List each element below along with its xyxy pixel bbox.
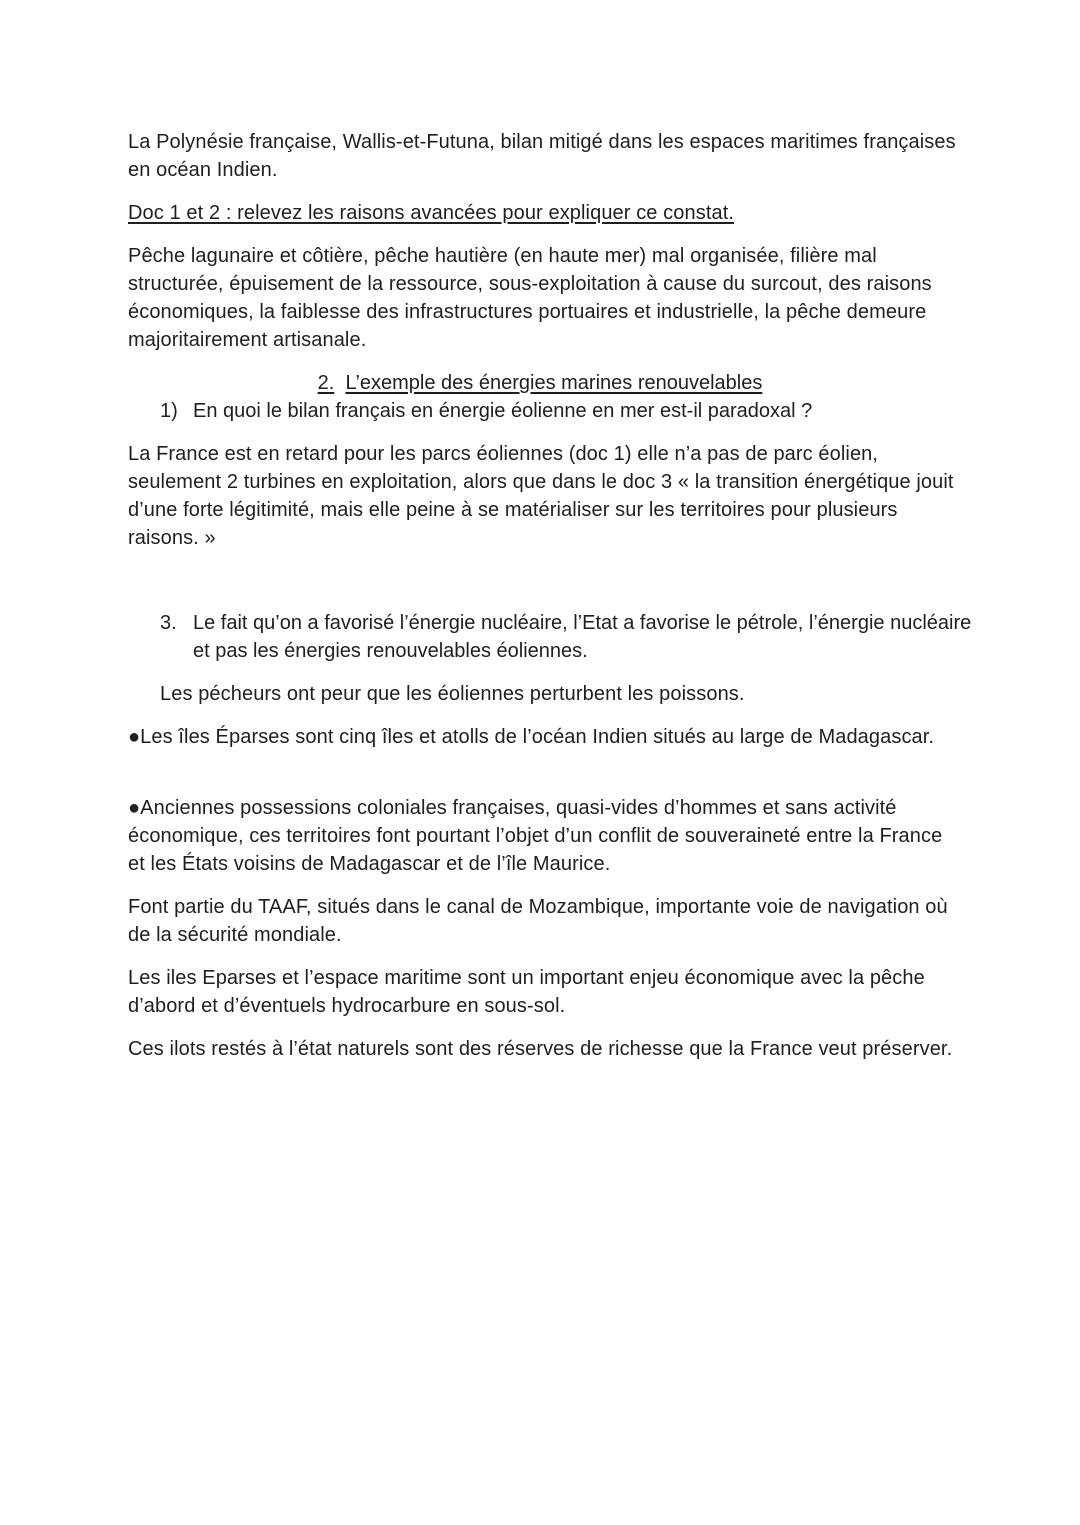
paragraph-fishermen: Les pécheurs ont peur que les éoliennes perturbent les poissons.: [160, 683, 745, 705]
paragraph-reasons: Pêche lagunaire et côtière, pêche hautière (en haute mer) mal organisée, filière mal structurée, épuisement de la ressource, sous-exploitation à cause du surcout, des raisons économiques, la faiblesse des infrastructures portuaires et industrielle, la pêche demeure majoritairement artisanale.: [128, 245, 932, 351]
paragraph-intro: La Polynésie française, Wallis-et-Futuna, bilan mitigé dans les espaces maritimes françaises en océan Indien.: [128, 131, 956, 181]
question-doc-1-2: Doc 1 et 2 : relevez les raisons avancées pour expliquer ce constat.: [128, 202, 735, 224]
paragraph-answer-1: La France est en retard pour les parcs éoliennes (doc 1) elle n’a pas de parc éolien, seulement 2 turbines en exploitation, alors que dans le doc 3 « la transition énergétique jouit d’une forte légitimité, mais elle peine à se matérialiser sur les territoires pour plusieurs raisons. »: [128, 443, 954, 549]
section-heading: [0, 370, 1080, 396]
item-3-text: Le fait qu’on a favorisé l’énergie nucléaire, l’Etat a favorise le pétrole, l’énergie nucléaire et pas les énergies renouvelables éoliennes.: [193, 612, 972, 662]
section-title: L’exemple des énergies marines renouvelables: [345, 372, 763, 394]
question-1-text: En quoi le bilan français en énergie éolienne en mer est-il paradoxal ?: [193, 400, 813, 422]
item-3-number: 3.: [160, 612, 177, 634]
section-number: 2.: [317, 372, 335, 394]
bullet-anciennes-possessions: ●Anciennes possessions coloniales françaises, quasi-vides d’hommes et sans activité économique, ces territoires font pourtant l’objet d’un conflit de souveraineté entre la France et les États voisins de Madagascar et de l’île Maurice.: [128, 797, 943, 875]
paragraph-reserves: Ces ilots restés à l’état naturels sont des réserves de richesse que la France veut préserver.: [128, 1038, 953, 1060]
question-1-number: 1): [160, 400, 178, 422]
bullet-iles-eparses: ●Les îles Éparses sont cinq îles et atolls de l’océan Indien situés au large de Madagascar.: [128, 726, 935, 748]
paragraph-enjeu: Les iles Eparses et l’espace maritime sont un important enjeu économique avec la pêche d’abord et d’éventuels hydrocarbure en sous-sol.: [128, 967, 925, 1017]
paragraph-taaf: Font partie du TAAF, situés dans le canal de Mozambique, importante voie de navigation où de la sécurité mondiale.: [128, 896, 948, 946]
